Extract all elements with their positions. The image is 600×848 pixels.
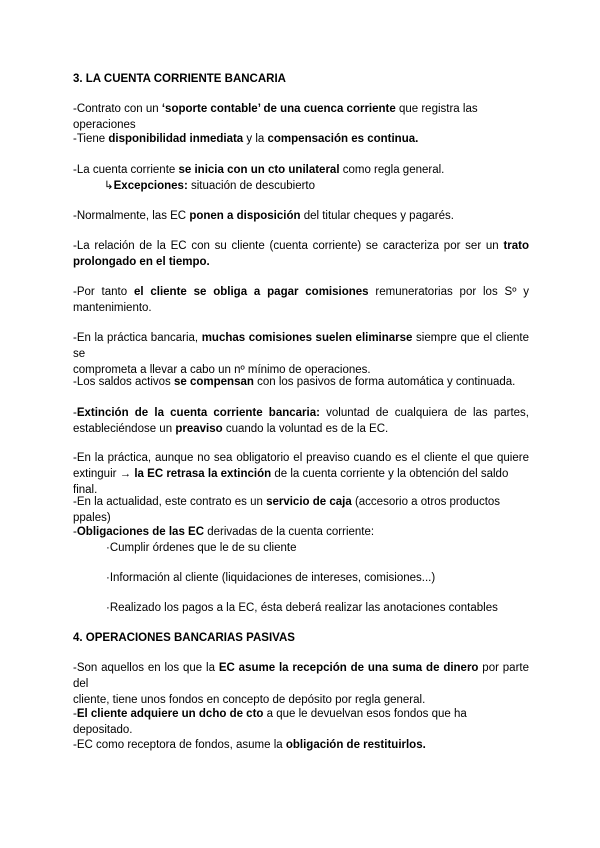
section-4-heading: 4. OPERACIONES BANCARIAS PASIVAS xyxy=(73,632,295,644)
paragraph-preaviso-line-2: extinguir → la EC retrasa la extinción de la cuenta corriente y la obtención del saldo final. xyxy=(73,468,509,496)
paragraph-cheques: -Normalmente, las EC ponen a disposición del titular cheques y pagarés. xyxy=(73,210,454,222)
paragraph-extincion xyxy=(73,405,529,437)
paragraph-obligacion-restituir: -EC como receptora de fondos, asume la obligación de restituirlos. xyxy=(73,739,426,751)
paragraph-comisiones xyxy=(73,284,529,316)
paragraph-practica-line-2: comprometa a llevar a cabo un nº mínimo de operaciones. xyxy=(73,364,371,376)
paragraph-saldos: -Los saldos activos se compensan con los pasivos de forma automática y continuada. xyxy=(73,376,516,388)
paragraph-comisiones-line-2: mantenimiento. xyxy=(73,302,152,314)
paragraph-preaviso-line-1: -En la práctica, aunque no sea obligatorio el preaviso cuando es el cliente el que quiere xyxy=(73,452,529,464)
paragraph-comisiones-line-1: -Por tanto el cliente se obliga a pagar comisiones remuneratorias por los Sº y xyxy=(73,286,529,298)
paragraph-inicio-cuenta: -La cuenta corriente se inicia con un cto unilateral como regla general. xyxy=(73,164,445,176)
paragraph-pasivas-line-1: -Son aquellos en los que la EC asume la recepción de una suma de dinero por parte del xyxy=(73,662,529,690)
section-3-heading: 3. LA CUENTA CORRIENTE BANCARIA xyxy=(73,73,286,85)
paragraph-relacion xyxy=(73,238,529,270)
arrow-return-icon: ↳ xyxy=(104,180,114,192)
paragraph-practica-bancaria xyxy=(73,330,529,378)
paragraph-pasivas-definicion xyxy=(73,660,529,708)
paragraph-practica-line-1: -En la práctica bancaria, muchas comisiones suelen eliminarse siempre que el cliente se xyxy=(73,332,529,360)
paragraph-relacion-line-2: prolongado en el tiempo. xyxy=(73,256,210,268)
list-item: ·Cumplir órdenes que le de su cliente xyxy=(106,542,297,554)
exception-line: ↳Excepciones: situación de descubierto xyxy=(104,180,316,192)
paragraph-relacion-line-1: -La relación de la EC con su cliente (cuenta corriente) se caracteriza por ser un trato xyxy=(73,240,529,252)
paragraph-servicio-caja: -En la actualidad, este contrato es un servicio de caja (accesorio a otros productos ppales) xyxy=(73,496,501,524)
paragraph-extincion-line-1: -Extinción de la cuenta corriente bancaria: voluntad de cualquiera de las partes, xyxy=(73,407,530,419)
list-item: ·Realizado los pagos a la EC, ésta deberá realizar las anotaciones contables xyxy=(106,602,498,614)
paragraph-pasivas-line-2: cliente, tiene unos fondos en concepto de depósito por regla general. xyxy=(73,694,426,706)
paragraph-soporte-contable: -Contrato con un ‘soporte contable’ de una cuenca corriente que registra las operaciones xyxy=(73,103,478,131)
paragraph-preaviso xyxy=(73,450,529,498)
paragraph-derecho-cliente: -El cliente adquiere un dcho de cto a que le devuelvan esos fondos que ha depositado. xyxy=(73,708,467,736)
paragraph-extincion-line-2: estableciéndose un preaviso cuando la voluntad es de la EC. xyxy=(73,423,389,435)
paragraph-disponibilidad: -Tiene disponibilidad inmediata y la compensación es continua. xyxy=(73,133,419,145)
list-item: ·Información al cliente (liquidaciones de intereses, comisiones...) xyxy=(106,572,436,584)
paragraph-obligaciones: -Obligaciones de las EC derivadas de la cuenta corriente: xyxy=(73,526,375,538)
